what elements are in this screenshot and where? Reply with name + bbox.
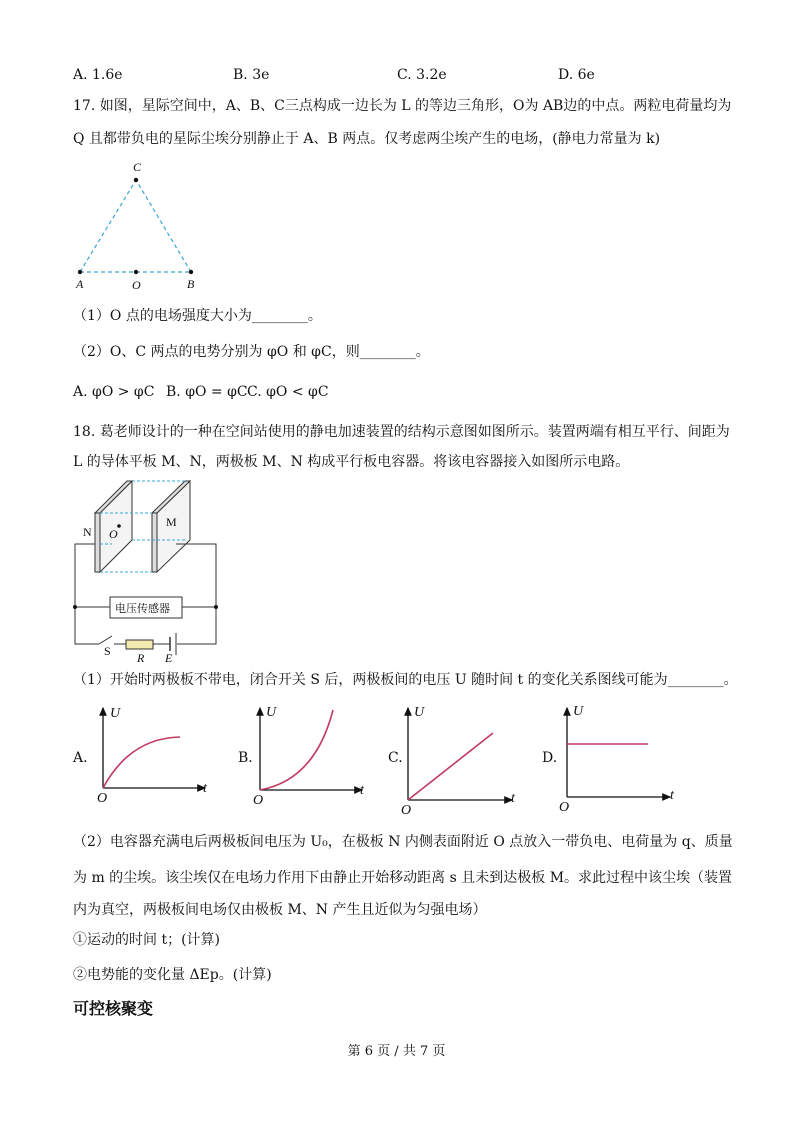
axis-u-a: U bbox=[110, 706, 121, 721]
q18-part1: （1）开始时两极板不带电，闭合开关 S 后，两极板间的电压 U 随时间 t 的变化关系图线可能为________。 bbox=[73, 672, 738, 688]
q17-option-b: B. φO = φC bbox=[166, 384, 248, 400]
q18-part2-line1: （2）电容器充满电后两极板间电压为 U₀，在极板 N 内侧表面附近 O 点放入一带负电、电荷量为 q、质量 bbox=[73, 834, 733, 850]
axis-u-c: U bbox=[414, 705, 425, 720]
axis-t-c: t bbox=[511, 791, 515, 806]
origin-c: O bbox=[401, 803, 412, 818]
q17-stem-line2: Q 且都带负电的星际尘埃分别静止于 A、B 两点。仅考虑两尘埃产生的电场，(静电力常量为 k) bbox=[73, 131, 661, 147]
curve-c bbox=[408, 733, 493, 800]
q18-sub2: ②电势能的变化量 ΔEp。(计算) bbox=[73, 967, 272, 983]
axis-t-b: t bbox=[360, 783, 364, 798]
label-b: B bbox=[187, 277, 195, 291]
section-title: 可控核聚变 bbox=[73, 999, 154, 1018]
label-s: S bbox=[104, 644, 111, 658]
point-a bbox=[78, 270, 82, 274]
label-e: E bbox=[165, 651, 173, 665]
axis-t-a: t bbox=[203, 781, 207, 796]
label-n: N bbox=[83, 525, 92, 539]
q16-option-d: D. 6e bbox=[558, 67, 595, 83]
axis-t-d: t bbox=[670, 788, 674, 803]
axis-u-b: U bbox=[266, 705, 277, 720]
point-b bbox=[189, 270, 193, 274]
origin-d: O bbox=[559, 800, 570, 815]
voltage-sensor-label: 电压传感器 bbox=[115, 603, 170, 615]
axis-u-d: U bbox=[573, 704, 584, 719]
label-a: A bbox=[76, 277, 84, 291]
point-o bbox=[134, 270, 138, 274]
graph-d-label: D. bbox=[542, 750, 558, 766]
point-c bbox=[134, 178, 138, 182]
curve-b bbox=[260, 710, 333, 790]
q18-stem-line2: L 的导体平板 M、N，两极板 M、N 构成平行板电容器。将该电容器接入如图所示电路。 bbox=[73, 454, 630, 470]
graph-b-label: B. bbox=[238, 750, 253, 766]
page-footer: 第 6 页 / 共 7 页 bbox=[347, 1044, 446, 1059]
q16-option-c: C. 3.2e bbox=[397, 67, 447, 83]
curve-a bbox=[103, 737, 180, 788]
q18-stem-line1: 18. 葛老师设计的一种在空间站使用的静电加速装置的结构示意图如图所示。装置两端有相互平行、间距为 bbox=[73, 424, 730, 440]
origin-b: O bbox=[253, 793, 264, 808]
graph-a-label: A. bbox=[73, 750, 88, 766]
q16-option-a: A. 1.6e bbox=[73, 67, 123, 83]
resistor-r bbox=[126, 640, 153, 649]
label-o: O bbox=[132, 278, 141, 292]
q18-sub1: ①运动的时间 t；(计算) bbox=[73, 932, 220, 948]
triangle-figure bbox=[80, 180, 191, 272]
label-m: M bbox=[166, 515, 177, 529]
q17-part1: （1）O 点的电场强度大小为________。 bbox=[73, 308, 322, 324]
graph-curves bbox=[103, 710, 648, 800]
graph-c-label: C. bbox=[388, 750, 403, 766]
q17-option-c: C. φO < φC bbox=[247, 384, 329, 400]
q18-part2-line2: 为 m 的尘埃。该尘埃仅在电场力作用下由静止开始移动距离 s 且未到达极板 M。求此过程中该尘埃（装置 bbox=[73, 870, 733, 886]
q18-part2-line3: 内为真空，两极板间电场仅由极板 M、N 产生且近似为匀强电场） bbox=[73, 902, 487, 918]
label-o-circuit: O bbox=[109, 527, 118, 541]
origin-a: O bbox=[97, 791, 108, 806]
q17-part2: （2）O、C 两点的电势分别为 φO 和 φC，则________。 bbox=[73, 344, 430, 360]
q17-stem-line1: 17. 如图，星际空间中，A、B、C三点构成一边长为 L 的等边三角形，O为 AB边的中点。两粒电荷量均为 bbox=[73, 98, 732, 114]
q16-option-b: B. 3e bbox=[233, 67, 270, 83]
q17-option-a: A. φO > φC bbox=[73, 384, 155, 400]
label-r: R bbox=[137, 651, 145, 665]
switch-s bbox=[99, 636, 112, 644]
graph-axes bbox=[103, 708, 670, 800]
label-c: C bbox=[133, 160, 142, 174]
